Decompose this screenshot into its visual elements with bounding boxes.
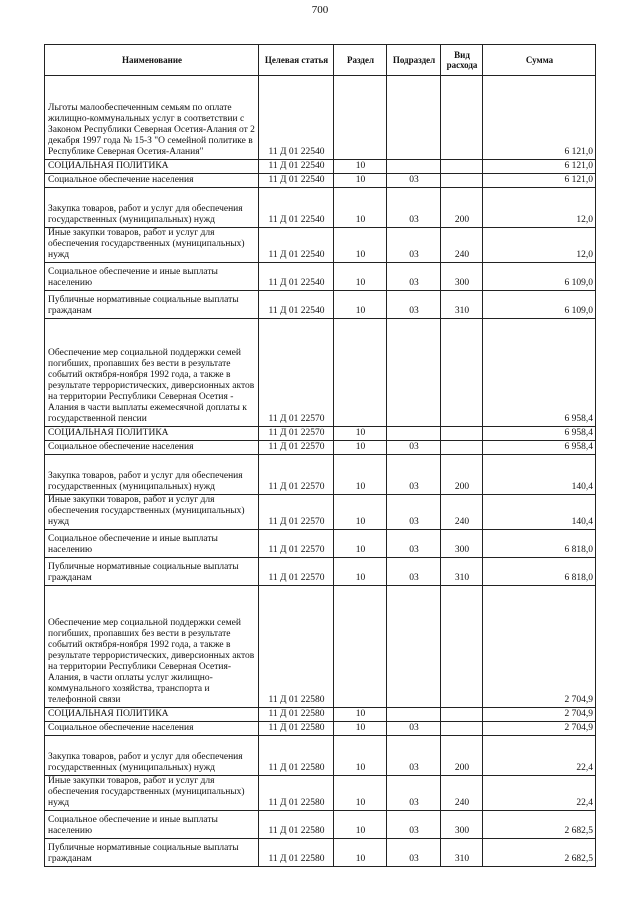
cell-code: 11 Д 01 22540 <box>259 174 334 188</box>
cell-name: Обеспечение мер социальной поддержки семей погибших, пропавших без вести в результате событий октября-ноября 1992 года, а также в результате террористических, диверсионных актов на территории Республики Северная Осетия-Алания, в части оплаты услуг жилищно-коммунального хозяйства, транспорта и телефонной связи <box>45 586 259 708</box>
cell-section: 10 <box>334 291 387 319</box>
cell-subsection <box>387 76 441 160</box>
cell-subsection: 03 <box>387 811 441 839</box>
table-row <box>45 586 596 708</box>
cell-code: 11 Д 01 22570 <box>259 455 334 495</box>
table-row <box>45 495 596 530</box>
cell-section: 10 <box>334 455 387 495</box>
page-number: 700 <box>311 4 329 16</box>
cell-name: Иные закупки товаров, работ и услуг для обеспечения государственных (муниципальных) нужд <box>45 228 259 263</box>
cell-amount: 6 109,0 <box>483 291 596 319</box>
table-body <box>45 76 596 867</box>
cell-code: 11 Д 01 22570 <box>259 495 334 530</box>
cell-subsection <box>387 160 441 174</box>
cell-amount: 6 958,4 <box>483 427 596 441</box>
cell-section <box>334 76 387 160</box>
cell-section: 10 <box>334 228 387 263</box>
cell-subsection: 03 <box>387 291 441 319</box>
header-section: Раздел <box>334 45 387 76</box>
cell-name: Социальное обеспечение и иные выплаты населению <box>45 263 259 291</box>
cell-section: 10 <box>334 776 387 811</box>
cell-code: 11 Д 01 22580 <box>259 839 334 867</box>
cell-subsection: 03 <box>387 558 441 586</box>
cell-subsection <box>387 319 441 427</box>
table-row <box>45 319 596 427</box>
cell-name: СОЦИАЛЬНАЯ ПОЛИТИКА <box>45 427 259 441</box>
cell-code: 11 Д 01 22570 <box>259 530 334 558</box>
cell-amount: 6 958,4 <box>483 441 596 455</box>
cell-amount: 6 121,0 <box>483 174 596 188</box>
table-row <box>45 839 596 867</box>
cell-name: Социальное обеспечение населения <box>45 722 259 736</box>
cell-name: Иные закупки товаров, работ и услуг для обеспечения государственных (муниципальных) нужд <box>45 776 259 811</box>
table-row <box>45 427 596 441</box>
cell-code: 11 Д 01 22580 <box>259 586 334 708</box>
cell-kind <box>441 174 483 188</box>
cell-subsection <box>387 708 441 722</box>
cell-kind: 310 <box>441 558 483 586</box>
cell-kind <box>441 160 483 174</box>
cell-kind <box>441 76 483 160</box>
cell-subsection: 03 <box>387 441 441 455</box>
cell-subsection: 03 <box>387 455 441 495</box>
cell-name: Обеспечение мер социальной поддержки семей погибших, пропавших без вести в результате событий октября-ноября 1992 года, а также в результате террористических, диверсионных актов на территории Республики Северная Осетия - Алания в части выплаты ежемесячной доплаты к государственной пенсии <box>45 319 259 427</box>
cell-kind: 200 <box>441 736 483 776</box>
cell-kind: 300 <box>441 811 483 839</box>
cell-name: Иные закупки товаров, работ и услуг для обеспечения государственных (муниципальных) нужд <box>45 495 259 530</box>
cell-section: 10 <box>334 558 387 586</box>
cell-name: Льготы малообеспеченным семьям по оплате жилищно-коммунальных услуг в соответствии с Законом Республики Северная Осетия-Алания от 2 декабря 1997 года № 15-З "О семейной политике в Республике Северная Осетия-Алания" <box>45 76 259 160</box>
cell-subsection: 03 <box>387 495 441 530</box>
cell-name: Публичные нормативные социальные выплаты гражданам <box>45 839 259 867</box>
cell-amount: 22,4 <box>483 776 596 811</box>
cell-amount: 2 704,9 <box>483 708 596 722</box>
cell-code: 11 Д 01 22580 <box>259 776 334 811</box>
cell-subsection: 03 <box>387 174 441 188</box>
cell-name: Социальное обеспечение населения <box>45 441 259 455</box>
cell-amount: 2 704,9 <box>483 722 596 736</box>
cell-subsection: 03 <box>387 188 441 228</box>
cell-subsection <box>387 427 441 441</box>
cell-section: 10 <box>334 188 387 228</box>
cell-name: СОЦИАЛЬНАЯ ПОЛИТИКА <box>45 708 259 722</box>
table-row <box>45 174 596 188</box>
table-row <box>45 776 596 811</box>
table-row <box>45 76 596 160</box>
cell-code: 11 Д 01 22580 <box>259 722 334 736</box>
table-row <box>45 811 596 839</box>
cell-kind: 200 <box>441 455 483 495</box>
cell-section <box>334 319 387 427</box>
cell-subsection: 03 <box>387 776 441 811</box>
cell-kind <box>441 319 483 427</box>
cell-subsection <box>387 586 441 708</box>
cell-section: 10 <box>334 495 387 530</box>
cell-code: 11 Д 01 22540 <box>259 228 334 263</box>
cell-code: 11 Д 01 22570 <box>259 319 334 427</box>
cell-kind: 310 <box>441 839 483 867</box>
table-row <box>45 722 596 736</box>
cell-amount: 12,0 <box>483 188 596 228</box>
cell-kind <box>441 722 483 736</box>
cell-subsection: 03 <box>387 722 441 736</box>
cell-section: 10 <box>334 722 387 736</box>
cell-code: 11 Д 01 22580 <box>259 708 334 722</box>
cell-section: 10 <box>334 441 387 455</box>
cell-kind: 310 <box>441 291 483 319</box>
cell-amount: 22,4 <box>483 736 596 776</box>
cell-name: Социальное обеспечение и иные выплаты населению <box>45 530 259 558</box>
cell-section: 10 <box>334 174 387 188</box>
table-row <box>45 263 596 291</box>
table-row <box>45 530 596 558</box>
table-row <box>45 291 596 319</box>
cell-kind: 200 <box>441 188 483 228</box>
cell-kind: 300 <box>441 530 483 558</box>
cell-kind <box>441 441 483 455</box>
cell-code: 11 Д 01 22540 <box>259 263 334 291</box>
cell-code: 11 Д 01 22540 <box>259 160 334 174</box>
cell-amount: 2 704,9 <box>483 586 596 708</box>
cell-kind: 240 <box>441 228 483 263</box>
header-subsection: Подраздел <box>387 45 441 76</box>
cell-section <box>334 586 387 708</box>
cell-name: СОЦИАЛЬНАЯ ПОЛИТИКА <box>45 160 259 174</box>
cell-subsection: 03 <box>387 530 441 558</box>
cell-section: 10 <box>334 736 387 776</box>
cell-kind: 240 <box>441 776 483 811</box>
cell-section: 10 <box>334 160 387 174</box>
cell-section: 10 <box>334 530 387 558</box>
table-row <box>45 708 596 722</box>
cell-amount: 2 682,5 <box>483 811 596 839</box>
cell-section: 10 <box>334 427 387 441</box>
cell-code: 11 Д 01 22580 <box>259 811 334 839</box>
cell-amount: 140,4 <box>483 495 596 530</box>
cell-amount: 6 121,0 <box>483 76 596 160</box>
budget-table <box>44 44 596 867</box>
cell-subsection: 03 <box>387 263 441 291</box>
cell-section: 10 <box>334 839 387 867</box>
cell-kind <box>441 708 483 722</box>
cell-amount: 12,0 <box>483 228 596 263</box>
cell-code: 11 Д 01 22540 <box>259 188 334 228</box>
header-expense-type: Вид расхода <box>441 45 483 76</box>
table-row <box>45 441 596 455</box>
cell-kind: 240 <box>441 495 483 530</box>
cell-amount: 6 818,0 <box>483 558 596 586</box>
table-row <box>45 228 596 263</box>
cell-code: 11 Д 01 22570 <box>259 427 334 441</box>
header-row <box>45 45 596 76</box>
cell-amount: 6 121,0 <box>483 160 596 174</box>
cell-amount: 6 818,0 <box>483 530 596 558</box>
header-code: Целевая статья <box>259 45 334 76</box>
cell-section: 10 <box>334 708 387 722</box>
table-row <box>45 160 596 174</box>
cell-name: Закупка товаров, работ и услуг для обеспечения государственных (муниципальных) нужд <box>45 455 259 495</box>
cell-kind <box>441 586 483 708</box>
cell-name: Закупка товаров, работ и услуг для обеспечения государственных (муниципальных) нужд <box>45 188 259 228</box>
cell-section: 10 <box>334 811 387 839</box>
cell-amount: 2 682,5 <box>483 839 596 867</box>
cell-amount: 140,4 <box>483 455 596 495</box>
cell-subsection: 03 <box>387 736 441 776</box>
cell-name: Закупка товаров, работ и услуг для обеспечения государственных (муниципальных) нужд <box>45 736 259 776</box>
table-row <box>45 188 596 228</box>
cell-code: 11 Д 01 22570 <box>259 558 334 586</box>
cell-amount: 6 109,0 <box>483 263 596 291</box>
table-row <box>45 736 596 776</box>
cell-code: 11 Д 01 22580 <box>259 736 334 776</box>
header-name: Наименование <box>45 45 259 76</box>
cell-name: Социальное обеспечение и иные выплаты населению <box>45 811 259 839</box>
cell-code: 11 Д 01 22540 <box>259 76 334 160</box>
cell-name: Публичные нормативные социальные выплаты гражданам <box>45 291 259 319</box>
cell-kind: 300 <box>441 263 483 291</box>
cell-section: 10 <box>334 263 387 291</box>
cell-amount: 6 958,4 <box>483 319 596 427</box>
table-row <box>45 558 596 586</box>
cell-name: Публичные нормативные социальные выплаты гражданам <box>45 558 259 586</box>
cell-code: 11 Д 01 22540 <box>259 291 334 319</box>
cell-name: Социальное обеспечение населения <box>45 174 259 188</box>
cell-subsection: 03 <box>387 228 441 263</box>
cell-kind <box>441 427 483 441</box>
header-amount: Сумма <box>483 45 596 76</box>
table-row <box>45 455 596 495</box>
cell-code: 11 Д 01 22570 <box>259 441 334 455</box>
cell-subsection: 03 <box>387 839 441 867</box>
